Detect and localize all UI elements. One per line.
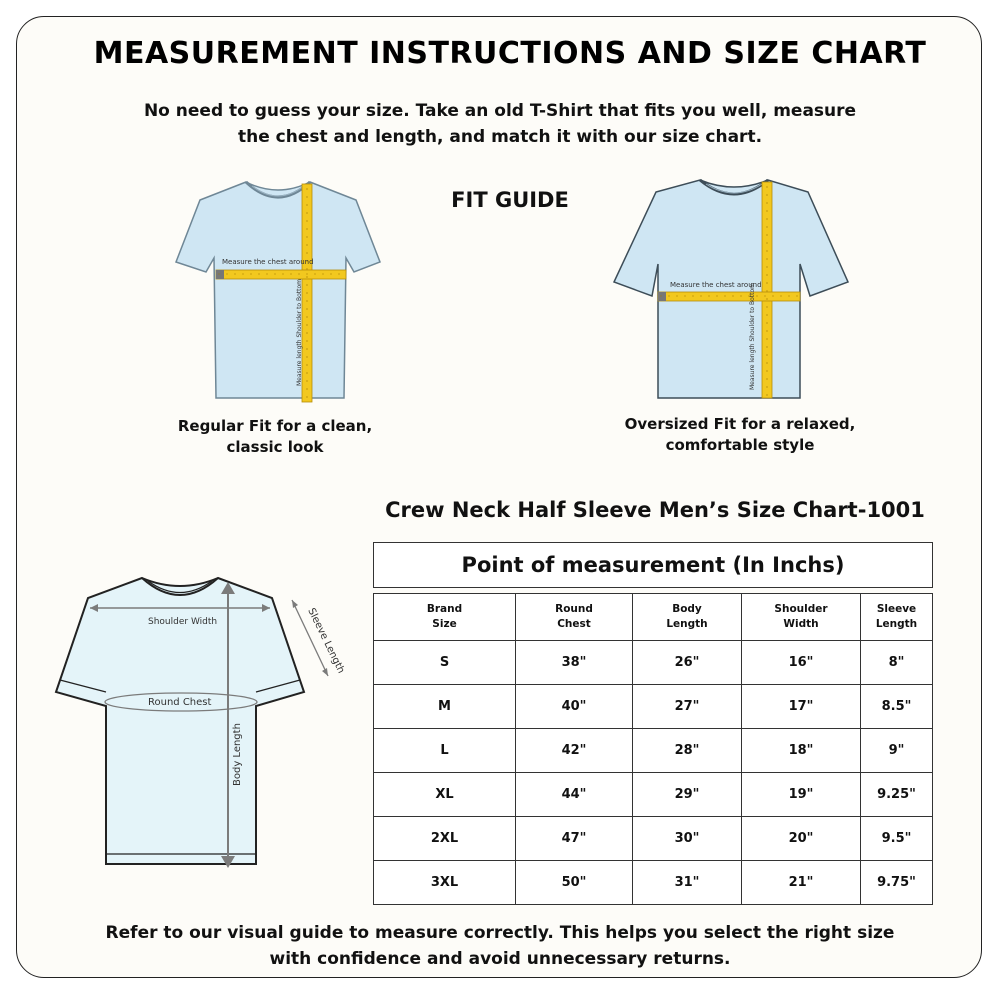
point-of-measurement-header: Point of measurement (In Inchs) — [373, 542, 933, 588]
body-length-label: Body Length — [232, 723, 243, 786]
table-cell: 16" — [742, 641, 861, 685]
table-cell: S — [374, 641, 516, 685]
regular-caption-line-1: Regular Fit for a clean, — [177, 417, 373, 435]
table-row — [374, 685, 933, 729]
intro-text — [100, 98, 900, 150]
oversized-caption-line-2: comfortable style — [665, 436, 815, 454]
table-cell: 8" — [861, 641, 933, 685]
table-cell: 21" — [742, 861, 861, 905]
size-table — [373, 593, 933, 905]
table-cell: 2XL — [374, 817, 516, 861]
oversized-caption-line-1: Oversized Fit for a relaxed, — [624, 415, 856, 433]
table-row — [374, 861, 933, 905]
table-cell: 30" — [633, 817, 742, 861]
table-cell: 26" — [633, 641, 742, 685]
table-cell: L — [374, 729, 516, 773]
table-cell: 9.25" — [861, 773, 933, 817]
table-cell: 47" — [516, 817, 633, 861]
header-body-length: Body Length — [633, 594, 742, 641]
table-cell: 40" — [516, 685, 633, 729]
regular-fit-shirt-illustration — [168, 176, 388, 408]
header-round-chest: Round Chest — [516, 594, 633, 641]
table-cell: 3XL — [374, 861, 516, 905]
table-cell: 44" — [516, 773, 633, 817]
table-cell: 50" — [516, 861, 633, 905]
table-row — [374, 773, 933, 817]
regular-chest-label: Measure the chest around — [222, 258, 314, 266]
sleeve-length-label: Sleeve Length — [305, 606, 347, 676]
header-shoulder-width: Shoulder Width — [742, 594, 861, 641]
oversized-length-label: Measure length Shoulder to Bottom — [749, 282, 756, 390]
measurement-diagram-shirt — [50, 572, 350, 874]
size-chart-title: Crew Neck Half Sleeve Men’s Size Chart-1001 — [385, 498, 925, 522]
fit-guide-heading: FIT GUIDE — [451, 188, 569, 212]
table-cell: 38" — [516, 641, 633, 685]
table-row — [374, 817, 933, 861]
table-cell: 18" — [742, 729, 861, 773]
footer-note — [80, 920, 920, 972]
table-cell: 31" — [633, 861, 742, 905]
footer-line-2: with confidence and avoid unnecessary returns. — [269, 949, 731, 969]
table-cell: 19" — [742, 773, 861, 817]
regular-fit-caption — [160, 416, 390, 458]
page-title: MEASUREMENT INSTRUCTIONS AND SIZE CHART — [93, 36, 927, 71]
regular-length-label: Measure length Shoulder to Bottom — [296, 278, 303, 386]
table-cell: 27" — [633, 685, 742, 729]
table-cell: 8.5" — [861, 685, 933, 729]
intro-line-1: No need to guess your size. Take an old T-Shirt that fits you well, measure — [143, 101, 857, 121]
header-brand-size: Brand Size — [374, 594, 516, 641]
footer-line-1: Refer to our visual guide to measure correctly. This helps you select the right size — [105, 923, 895, 943]
header-sleeve-length: Sleeve Length — [861, 594, 933, 641]
table-cell: 28" — [633, 729, 742, 773]
oversized-chest-label: Measure the chest around — [670, 281, 762, 289]
oversized-fit-caption — [622, 414, 858, 456]
oversized-fit-shirt-illustration — [612, 176, 852, 402]
table-cell: 9.75" — [861, 861, 933, 905]
table-cell: 42" — [516, 729, 633, 773]
table-row — [374, 729, 933, 773]
table-cell: 29" — [633, 773, 742, 817]
table-cell: 9" — [861, 729, 933, 773]
regular-caption-line-2: classic look — [226, 438, 324, 456]
table-cell: M — [374, 685, 516, 729]
shoulder-width-label: Shoulder Width — [148, 617, 218, 627]
intro-line-2: the chest and length, and match it with our size chart. — [237, 127, 763, 147]
table-cell: 17" — [742, 685, 861, 729]
table-cell: XL — [374, 773, 516, 817]
table-row — [374, 641, 933, 685]
table-cell: 20" — [742, 817, 861, 861]
table-header-row — [374, 594, 933, 641]
table-cell: 9.5" — [861, 817, 933, 861]
round-chest-label: Round Chest — [148, 697, 212, 708]
